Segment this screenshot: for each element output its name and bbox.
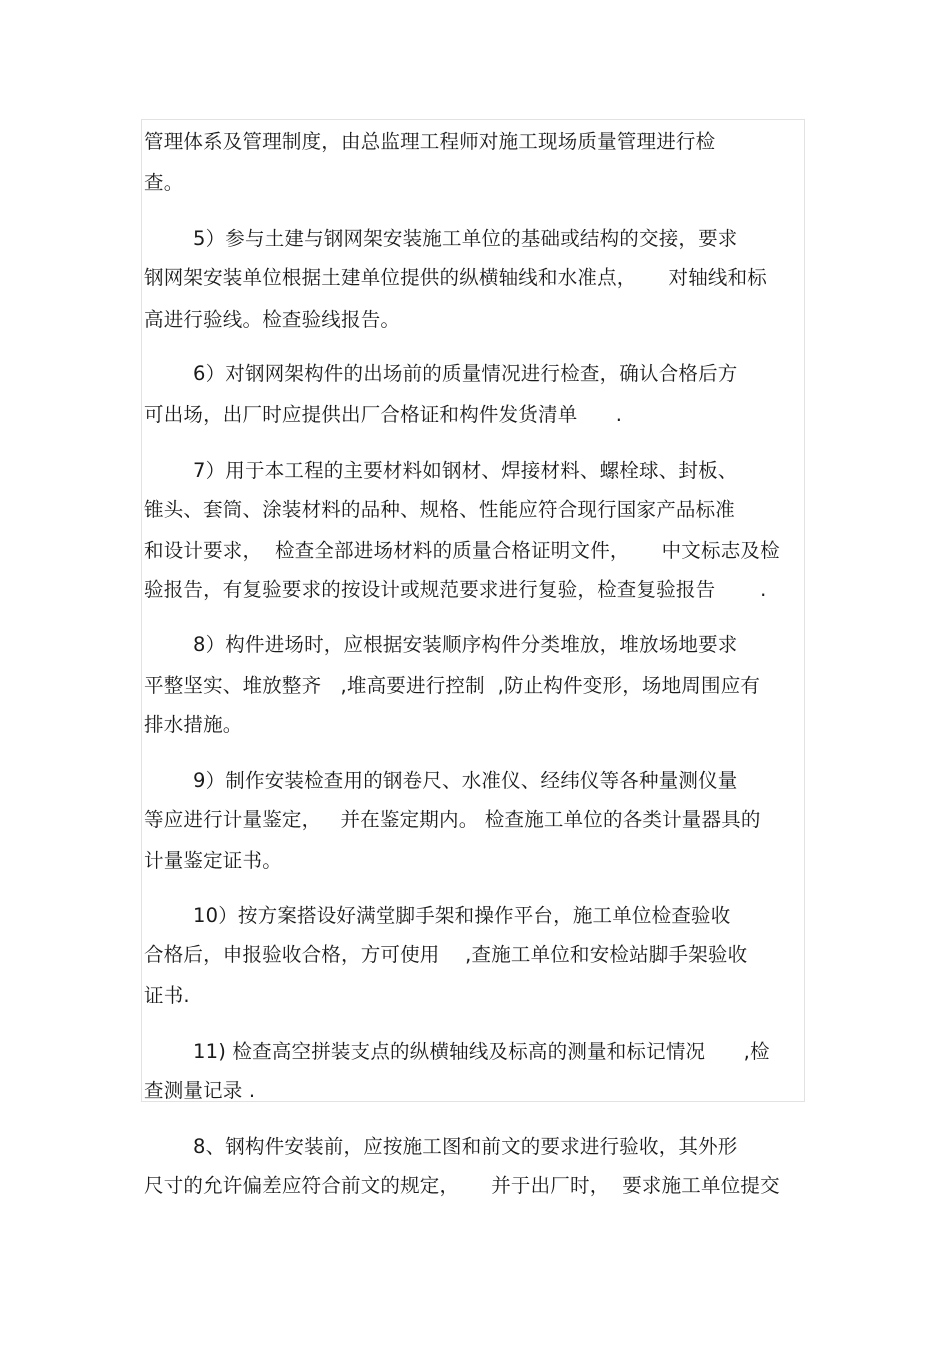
text-line: 和设计要求， 检查全部进场材料的质量合格证明文件， 中文标志及检: [144, 539, 780, 562]
text-line: 可出场，出厂时应提供出厂合格证和构件发货清单 .: [144, 403, 623, 426]
text-line: 证书.: [144, 984, 190, 1007]
text-line: 合格后，申报验收合格，方可使用 ,查施工单位和安检站脚手架验收: [144, 943, 748, 966]
text-line: 锥头、套筒、涂装材料的品种、规格、性能应符合现行国家产品标准: [144, 498, 736, 521]
text-line: 钢网架安装单位根据土建单位提供的纵横轴线和水准点， 对轴线和标: [144, 266, 767, 289]
text-line: 验报告，有复验要求的按设计或规范要求进行复验，检查复验报告 .: [144, 578, 767, 601]
text-line: 查测量记录 .: [144, 1079, 256, 1102]
text-line: 10）按方案搭设好满堂脚手架和操作平台，施工单位检查验收: [193, 904, 731, 927]
text-line: 9）制作安装检查用的钢卷尺、水准仪、经纬仪等各种量测仪量: [193, 769, 738, 792]
text-line: 8）构件进场时，应根据安装顺序构件分类堆放，堆放场地要求: [193, 633, 738, 656]
text-line: 查。: [144, 171, 184, 194]
text-line: 11) 检查高空拼装支点的纵横轴线及标高的测量和标记情况 ,检: [193, 1040, 770, 1063]
text-line: 计量鉴定证书。: [144, 849, 282, 872]
text-line: 尺寸的允许偏差应符合前文的规定， 并于出厂时， 要求施工单位提交: [144, 1174, 780, 1197]
text-line: 5）参与土建与钢网架安装施工单位的基础或结构的交接，要求: [193, 227, 738, 250]
text-line: 8、钢构件安装前，应按施工图和前文的要求进行验收，其外形: [193, 1135, 738, 1158]
text-line: 排水措施。: [144, 713, 243, 736]
text-line: 平整坚实、堆放整齐 ,堆高要进行控制 ,防止构件变形，场地周围应有: [144, 674, 761, 697]
text-line: 6）对钢网架构件的出场前的质量情况进行检查，确认合格后方: [193, 362, 738, 385]
text-line: 管理体系及管理制度，由总监理工程师对施工现场质量管理进行检: [144, 130, 716, 153]
text-line: 高进行验线。检查验线报告。: [144, 308, 401, 331]
text-line: 7）用于本工程的主要材料如钢材、焊接材料、螺栓球、封板、: [193, 459, 738, 482]
text-line: 等应进行计量鉴定， 并在鉴定期内。 检查施工单位的各类计量器具的: [144, 808, 761, 831]
